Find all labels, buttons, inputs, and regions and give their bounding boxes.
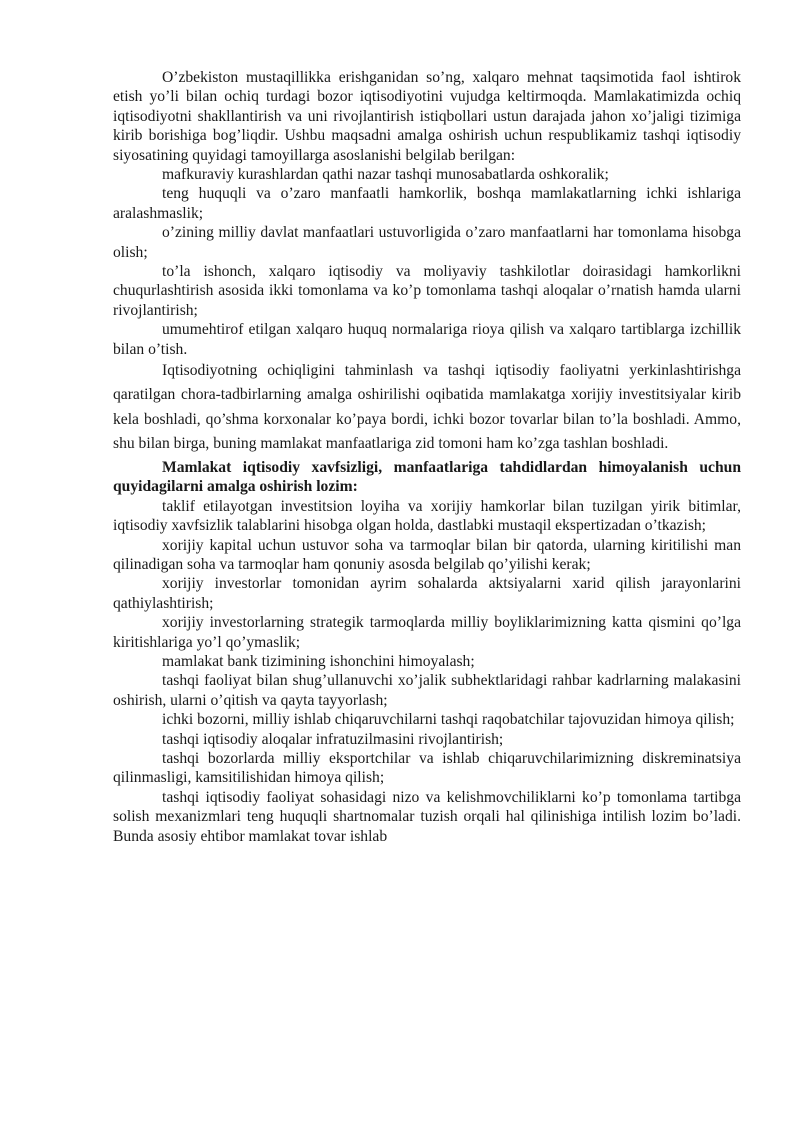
principle-item: teng huquqli va o’zaro manfaatli hamkorlik, boshqa mamlakatlarning ichki ishlariga aralashmaslik;: [113, 185, 741, 222]
measure-item: tashqi bozorlarda milliy eksportchilar va ishlab chiqaruvchilarimizning diskreminatsiya qilinmasligi, kamsitilishidan himoya qilish;: [113, 750, 741, 787]
principle-item: o’zining milliy davlat manfaatlari ustuvorligida o’zaro manfaatlarni har tomonlama hisobga olish;: [113, 224, 741, 261]
document-page: [113, 68, 741, 846]
body-paragraph: Iqtisodiyotning ochiqligini tahminlash va tashqi iqtisodiy faoliyatni yerkinlashtirishga qaratilgan chora-tadbirlarning amalga oshirilishi oqibatida mamlakatga xorijiy investitsiyalar kirib kela boshladi, qo’shma korxonalar ko’paya bordi, ichki bozor tovarlar bilan to’la boshladi. Ammo, shu bilan birga, buning mamlakat manfaatlariga zid tomoni ham ko’zga tashlan boshladi.: [113, 362, 741, 452]
measure-item: xorijiy investorlar tomonidan ayrim sohalarda aktsiyalarni xarid qilish jarayonlarini qathiylashtirish;: [113, 575, 741, 612]
measure-item: mamlakat bank tizimining ishonchini himoyalash;: [162, 652, 475, 670]
measure-item: taklif etilayotgan investitsion loyiha va xorijiy hamkorlar bilan tuzilgan yirik bitimlar, iqtisodiy xavfsizlik talablarini hisobga olgan holda, dastlabki mustaqil ekspertizadan o’tkazish;: [113, 497, 741, 535]
measure-item: tashqi faoliyat bilan shug’ullanuvchi xo’jalik subhektlaridagi rahbar kadrlarning malakasini oshirish, ularni o’qitish va qayta tayyorlash;: [113, 672, 741, 709]
measure-item: ichki bozorni, milliy ishlab chiqaruvchilarni tashqi raqobatchilar tajovuzidan himoya qilish;: [162, 711, 735, 729]
measure-item: xorijiy investorlarning strategik tarmoqlarda milliy boyliklarimizning katta qismini qo’lga kiritishlariga yo’l qo’ymaslik;: [113, 614, 741, 651]
principle-item: mafkuraviy kurashlardan qathi nazar tashqi munosabatlarda oshkoralik;: [162, 166, 609, 184]
measure-item: tashqi iqtisodiy faoliyat sohasidagi nizo va kelishmovchiliklarni ko’p tomonlama tartibga solish mexanizmlari teng huquqli shartnomalar tuzish orqali hal qilinishiga intilish lozim bo’ladi. Bunda asosiy ehtibor mamlakat tovar ishlab: [113, 788, 741, 845]
principle-item: umumehtirof etilgan xalqaro huquq normalariga rioya qilish va xalqaro tartiblarga izchillik bilan o’tish.: [113, 321, 741, 358]
section-heading: Mamlakat iqtisodiy xavfsizligi, manfaatlariga tahdidlardan himoyalanish uchun quyidagilarni amalga oshirish lozim:: [113, 458, 741, 496]
measure-item: xorijiy kapital uchun ustuvor soha va tarmoqlar bilan bir qatorda, ularning kiritilishi man qilinadigan soha va tarmoqlar ham qonuniy asosda belgilab qo’yilishi kerak;: [113, 536, 741, 573]
measure-item: tashqi iqtisodiy aloqalar infratuzilmasini rivojlantirish;: [162, 730, 504, 748]
principle-item: to’la ishonch, xalqaro iqtisodiy va moliyaviy tashkilotlar doirasidagi hamkorlikni chuqurlashtirish asosida ikki tomonlama va ko’p tomonlama tashqi aloqalar o’rnatish hamda ularni rivojlantirish;: [113, 263, 741, 319]
intro-paragraph: O’zbekiston mustaqillikka erishganidan so’ng, xalqaro mehnat taqsimotida faol ishtirok etish yo’li bilan ochiq turdagi bozor iqtisodiyotini vujudga keltirmoqda. Mamlakatimizda ochiq iqtisodiyotni shakllantirish va uni rivojlantirish istiqbollari ustun darajada jahon xo’jaligi tizimiga kirib borishiga bog’liqdir. Ushbu maqsadni amalga oshirish uchun respublikamiz tashqi iqtisodiy siyosatining quyidagi tamoyillarga asoslanishi belgilab berilgan:: [113, 69, 741, 164]
